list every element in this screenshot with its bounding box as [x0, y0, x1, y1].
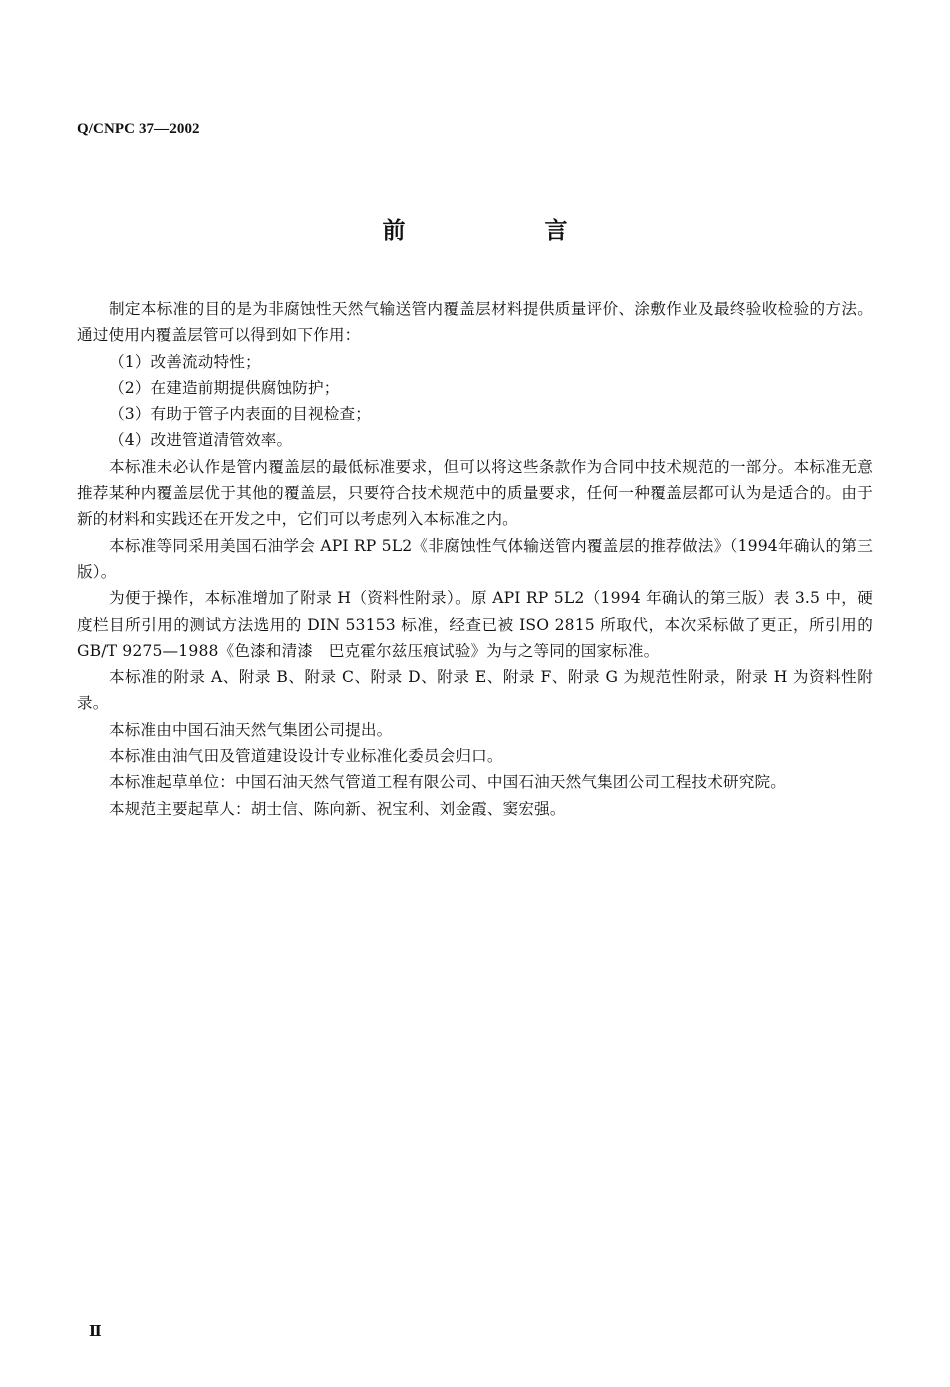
paragraph-drafting-units: 本标准起草单位：中国石油天然气管道工程有限公司、中国石油天然气集团公司工程技术研究院。 — [109, 773, 786, 792]
list-item-corrosion: （2）在建造前期提供腐蚀防护； — [109, 378, 340, 397]
paragraph-changes: 为便于操作，本标准增加了附录 H（资料性附录）。原 API RP 5L2（1994 年确认的第三版）表 3.5 中，硬度栏目所引用的测试方法选用的 DIN 53153 标准，经查已被 ISO 2815 所取代，本次采标做了更正，所引用的 GB/T 9275—1988《色漆和清漆 巴克霍尔兹压痕试验》为与之等同的国家标准。 — [77, 589, 873, 660]
page-number: Ⅱ — [89, 1324, 102, 1340]
paragraph-drafters: 本规范主要起草人：胡士信、陈向新、祝宝利、刘金霞、窦宏强。 — [109, 799, 566, 818]
paragraph-annexes: 本标准的附录 A、附录 B、附录 C、附录 D、附录 E、附录 F、附录 G 为规范性附录，附录 H 为资料性附录。 — [77, 668, 873, 713]
list-item-pigging: （4）改进管道清管效率。 — [109, 431, 293, 450]
paragraph-committee: 本标准由油气田及管道建设设计专业标准化委员会归口。 — [109, 747, 503, 766]
page-title: 前 言 — [382, 218, 626, 244]
list-item-inspection: （3）有助于管子内表面的目视检查； — [109, 405, 371, 424]
standard-code: Q/CNPC 37—2002 — [77, 121, 200, 137]
paragraph-purpose: 制定本标准的目的是为非腐蚀性天然气输送管内覆盖层材料提供质量评价、涂敷作业及最终验收检验的方法。通过使用内覆盖层管可以得到如下作用： — [77, 300, 873, 345]
foreword-body — [77, 296, 873, 822]
paragraph-proposer: 本标准由中国石油天然气集团公司提出。 — [109, 720, 393, 739]
paragraph-scope: 本标准未必认作是管内覆盖层的最低标准要求，但可以将这些条款作为合同中技术规范的一部分。本标准无意推荐某种内覆盖层优于其他的覆盖层，只要符合技术规范中的质量要求，任何一种覆盖层都可认为是适合的。由于新的材料和实践还在开发之中，它们可以考虑列入本标准之内。 — [77, 457, 873, 529]
paragraph-adoption: 本标准等同采用美国石油学会 API RP 5L2《非腐蚀性气体输送管内覆盖层的推荐做法》（1994年确认的第三版）。 — [77, 536, 873, 581]
list-item-flow: （1）改善流动特性； — [109, 352, 261, 371]
